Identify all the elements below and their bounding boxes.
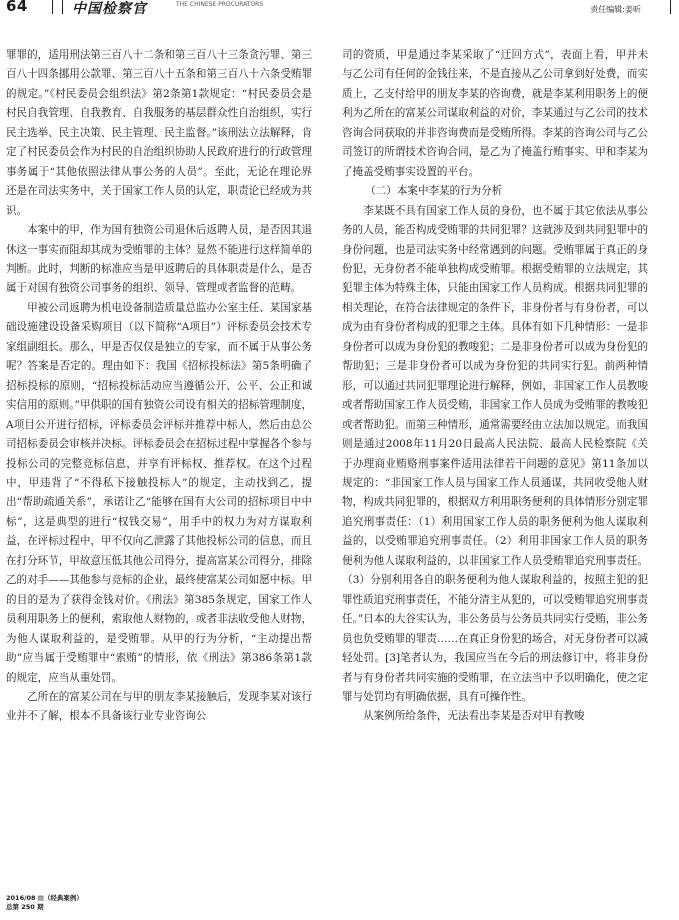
journal-title: 中国检察官 bbox=[72, 1, 147, 17]
paragraph: 李某既不具有国家工作人员的身份，也不属于其它依法从事公务的人员，能否构成受贿罪的共同犯罪？这就涉及到共同犯罪中的身份问题，也是司法实务中经常遇到的问题。受贿罪属于真正的身份犯，无身份者不能单独构成受贿罪。根据受贿罪的立法规定，其犯罪主体为特殊主体，只能由国家工作人员构成。根据共同犯罪的相关理论，在符合法律规定的条件下，非身份者与有身份者，可以成为由有身份者构成的犯罪之主体。具体有如下几种情形：一是非身份者可以成为身份犯的教唆犯；二是非身份者可以成为身份犯的帮助犯；三是非身份者可以成为身份犯的共同实行犯。前两种情形，可以通过共同犯罪理论进行解释，例如，非国家工作人员教唆或者帮助国家工作人员受贿，非国家工作人员成为受贿罪的教唆犯或者帮助犯。而第三种情形，通常需要经由立法加以规定。而我国则是通过2008年11月20日最高人民法院、最高人民检察院《关于办理商业贿赂刑事案件适用法律若干问题的意见》第11条加以规定的：“非国家工作人员与国家工作人员通谋，共同收受他人财物，构成共同犯罪的，根据双方利用职务便利的具体情形分别定罪追究刑事责任：（1）利用国家工作人员的职务便利为他人谋取利益的，以受贿罪追究刑事责任。（2）利用非国家工作人员的职务便利为他人谋取利益的，以非国家工作人员受贿罪追究刑事责任。（3）分别利用各自的职务便利为他人谋取利益的，按照主犯的犯罪性质追究刑事责任，不能分清主从犯的，可以受贿罪追究刑事责任。”日本的大谷实认为，非公务员与公务员共同实行受贿，非公务员也负受贿罪的罪责……在真正身份犯的场合，对无身份者可以减轻处罚。[3]笔者认为，我国应当在今后的刑法修订中，将非身份者与有身份者共同实施的受贿罪，在立法当中予以明确化，使之定罪与处罚均有明确依据，具有可操作性。 bbox=[342, 204, 648, 703]
page-number: 64 bbox=[6, 0, 28, 15]
editor-credit: 责任编辑:姜昕 bbox=[590, 5, 641, 14]
header-divider bbox=[670, 0, 671, 14]
paragraph: 本案中的甲，作为国有独资公司退休后返聘人员，是否因其退休这一事实而阻却其成为受贿罪的主体？显然不能进行这样简单的判断。此时，判断的标准应当是甲返聘后的具体职责是什么，是否属于对国有独资公司事务的组织、领导、管理或者监督的范畴。 bbox=[6, 224, 312, 295]
page-header bbox=[0, 0, 679, 16]
paragraph: 罪罪的，适用刑法第三百八十二条和第三百八十三条贪污罪、第三百八十四条挪用公款罪、第三百八十五条和第三百八十六条受贿罪的规定。”《村民委员会组织法》第2条第1款规定：“村民委员会是村民自我管理、自我教育、自我服务的基层群众性自治组织，实行民主选举、民主决策、民主管理、民主监督。”该刑法立法解释，肯定了村民委员会作为村民的自治组织协助人民政府进行的行政管理事务属于“其他依照法律从事公务的人员”。至此，无论在理论界还是在司法实务中，关于国家工作人员的认定，职责论已经成为共识。 bbox=[6, 49, 312, 217]
header-divider bbox=[52, 0, 53, 14]
paragraph: 甲被公司返聘为机电设备制造质量总监办公室主任、某国家基础设施建设设备采购项目（以下简称“A项目”）评标委员会技术专家组副组长。那么，甲是否仅仅是独立的专家，而不属于从事公务呢？答案是否定的。理由如下：我国《招标投标法》第5条明确了招标投标的原则，“招标投标活动应当遵循公开、公平、公正和诚实信用的原则。”甲供职的国有独资公司设有相关的招标管理制度，A项目公开进行招标，评标委员会评标并推荐中标人，然后由总公司招标委员会审核并决标。评标委员会在招标过程中掌握各个参与投标公司的完整竞标信息，并享有评标权、推荐权。在这个过程中，甲违背了“不得私下接触投标人”的规定，主动找到乙，提出“帮助疏通关系”，承诺让乙“能够在国有大公司的招标项目中中标”，这是典型的进行“权钱交易”，用手中的权力为对方谋取利益，在评标过程中，甲不仅向乙泄露了其他投标公司的信息，而且在打分环节，甲故意压低其他公司得分，提高富某公司得分，排除乙的对手——其他参与竞标的企业，最终使富某公司如愿中标。甲的目的是为了获得金钱对价。《刑法》第385条规定，国家工作人员利用职务上的便利，索取他人财物的，或者非法收受他人财物，为他人谋取利益的，是受贿罪。从甲的行为分析，“主动提出帮助”应当属于受贿罪中“索贿”的情形，依《刑法》第386条第1款的规定，应当从重处罚。 bbox=[6, 301, 312, 684]
issue-label: 2016/08 ▤（经典案例） bbox=[6, 894, 83, 902]
total-issue-label: 总第 250 期 bbox=[6, 903, 44, 911]
page-footer bbox=[6, 894, 83, 912]
section-heading: （二）本案中李某的行为分析 bbox=[365, 185, 503, 198]
paragraph: 从案例所给条件，无法看出李某是否对甲有教唆 bbox=[363, 710, 585, 723]
paragraph: 乙所在的富某公司在与甲的朋友李某接触后，发现李某对该行业并不了解，根本不具备该行业专业咨询公 bbox=[6, 690, 312, 723]
left-column bbox=[6, 46, 312, 727]
right-column bbox=[342, 46, 648, 727]
paragraph: 司的资质，甲是通过李某采取了“迂回方式”，表面上看，甲并未与乙公司有任何的金钱往来，不是直接从乙公司拿到好处费，而实质上，乙支付给甲的朋友李某的咨询费，就是李某利用职务上的便利为乙所在的富某公司谋取利益的对价，李某通过与乙公司的技术咨询合同获取的并非咨询费而是受贿所得。李某的咨询公司与乙公司签订的所谓技术咨询合同，是乙为了掩盖行贿事实、甲和李某为了掩盖受贿事实设置的平台。 bbox=[342, 49, 648, 178]
journal-subtitle: THE CHINESE PROCURATORS bbox=[176, 1, 264, 8]
header-divider bbox=[62, 0, 63, 14]
